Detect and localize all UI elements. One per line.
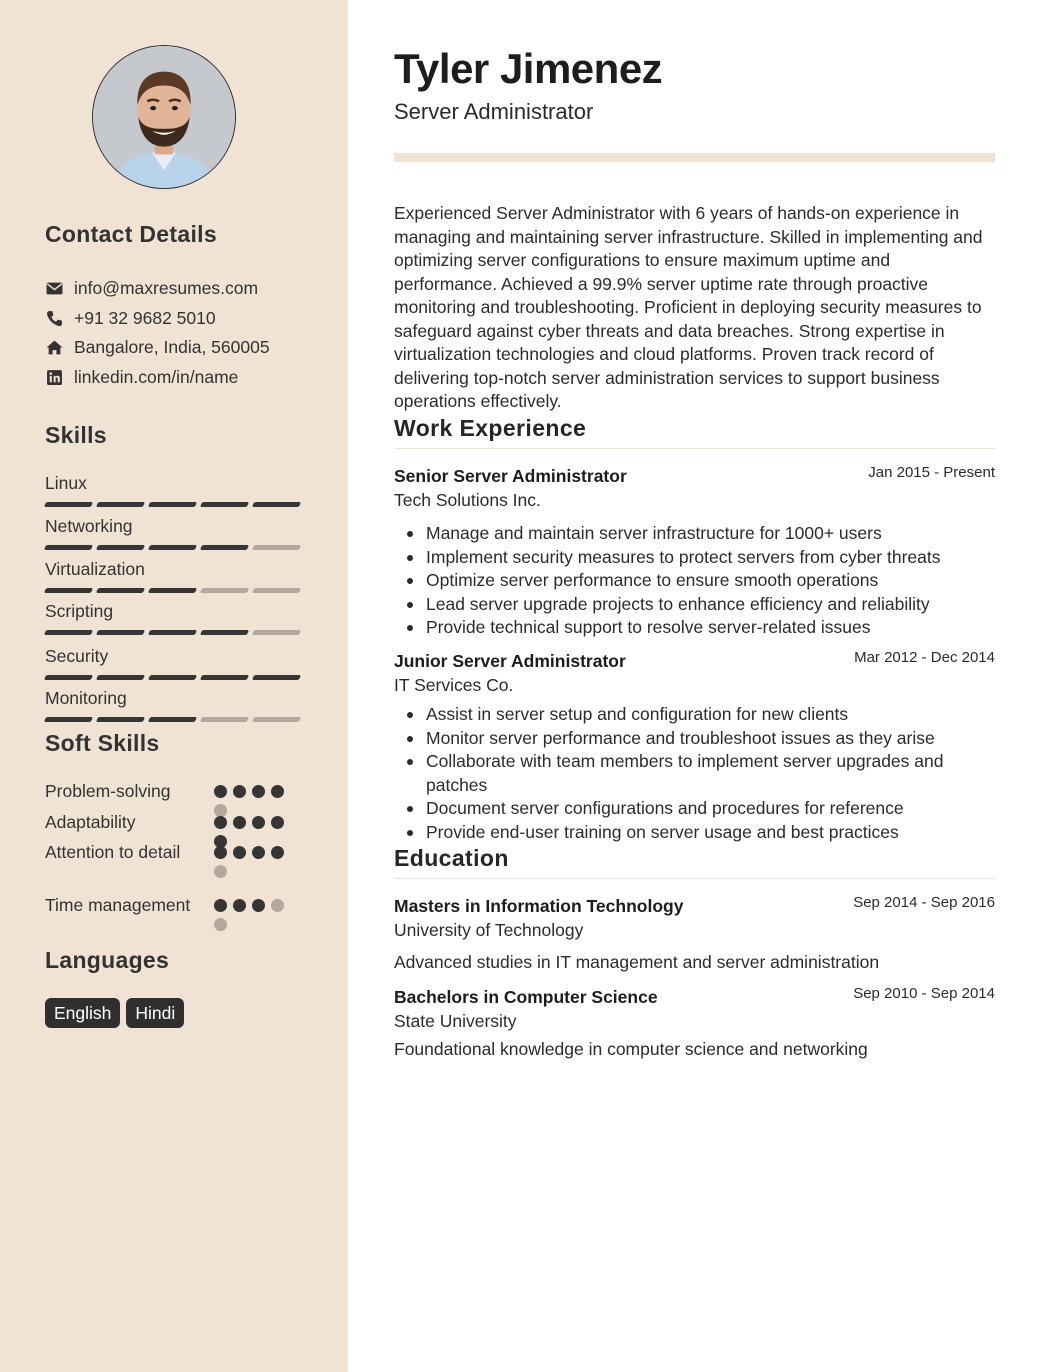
skill-item (45, 687, 303, 722)
skill-level-bar (45, 675, 303, 680)
languages-heading: Languages (45, 947, 170, 973)
soft-skill-dot (214, 918, 227, 931)
skill-level-segment (252, 545, 301, 550)
soft-skill-dot (214, 785, 227, 798)
soft-skill-dot (233, 899, 246, 912)
contact-linkedin-text: linkedin.com/in/name (74, 366, 239, 387)
language-badge: English (45, 998, 120, 1028)
skill-name: Linux (45, 473, 87, 493)
skill-level-segment (44, 675, 93, 680)
contact-phone[interactable] (45, 306, 216, 330)
bullet-item: Optimize server performance to ensure smooth operations (394, 569, 995, 593)
skill-level-bar (45, 545, 303, 550)
work-role: Senior Server Administrator (394, 466, 627, 486)
soft-skill-dot (252, 785, 265, 798)
skill-item (45, 472, 303, 507)
soft-skill-dot (271, 846, 284, 859)
home-icon (45, 338, 63, 356)
skill-level-segment (44, 717, 93, 722)
profile-summary: Experienced Server Administrator with 6 years of hands-on experience in managing and maintaining server infrastructure. Skilled in implementing and optimizing server configurations to ensure maximum uptime and performance. Achieved a 99.9% server uptime rate through proactive monitoring and troubleshooting. Proficient in deploying security measures to safeguard against cyber threats and data breaches. Strong expertise in virtualization technologies and cloud platforms. Proven track record of delivering top-notch server administration services to support business operations effectively. (394, 203, 983, 411)
education-description: Advanced studies in IT management and server administration (394, 952, 880, 972)
soft-skill-dot (233, 816, 246, 829)
soft-skill-name: Time management (45, 895, 191, 915)
skill-level-segment (252, 630, 301, 635)
skill-level-segment (96, 717, 145, 722)
education-dates: Sep 2014 - Sep 2016 (853, 894, 995, 911)
skill-level-segment (148, 717, 197, 722)
main-content (348, 0, 1040, 1372)
skill-level-segment (148, 630, 197, 635)
skill-name: Networking (45, 516, 133, 536)
education-school: University of Technology (394, 920, 584, 940)
soft-skill-dot (271, 816, 284, 829)
contact-email[interactable] (45, 276, 258, 300)
soft-skill-dot (271, 899, 284, 912)
linkedin-icon (45, 368, 63, 386)
skill-name: Virtualization (45, 559, 145, 579)
soft-skill-dots (214, 816, 294, 848)
profile-photo (93, 46, 235, 188)
soft-skill-dot (214, 865, 227, 878)
sidebar (0, 0, 348, 1372)
skill-level-segment (252, 502, 301, 507)
skill-level-segment (252, 717, 301, 722)
skill-level-segment (252, 675, 301, 680)
contact-linkedin[interactable] (45, 365, 238, 389)
skill-level-segment (96, 588, 145, 593)
contact-address (45, 335, 270, 359)
contact-phone-text: +91 32 9682 5010 (74, 307, 216, 328)
education-degree: Masters in Information Technology (394, 896, 684, 916)
work-bullets (394, 703, 995, 844)
bullet-item: Lead server upgrade projects to enhance efficiency and reliability (394, 593, 995, 617)
skill-level-segment (44, 630, 93, 635)
soft-skill-name: Adaptability (45, 812, 136, 832)
soft-skill-dot (252, 846, 265, 859)
languages-list (45, 998, 184, 1028)
soft-skill-dots (214, 785, 294, 817)
bullet-item: Collaborate with team members to implement server upgrades and patches (394, 750, 995, 797)
skill-level-segment (148, 588, 197, 593)
soft-skill-dot (271, 785, 284, 798)
skill-level-segment (200, 502, 249, 507)
bullet-item: Manage and maintain server infrastructure for 1000+ users (394, 522, 995, 546)
soft-skills-heading: Soft Skills (45, 730, 160, 756)
language-badge: Hindi (126, 998, 184, 1028)
work-dates: Mar 2012 - Dec 2014 (854, 649, 995, 666)
skill-item (45, 515, 303, 550)
skill-level-segment (200, 545, 249, 550)
soft-skill-dot (252, 816, 265, 829)
bullet-item: Document server configurations and procedures for reference (394, 797, 995, 821)
skill-level-segment (96, 545, 145, 550)
skill-level-segment (96, 502, 145, 507)
skill-level-segment (148, 545, 197, 550)
work-role: Junior Server Administrator (394, 651, 626, 671)
work-company: IT Services Co. (394, 675, 514, 695)
skill-level-bar (45, 630, 303, 635)
skill-level-segment (252, 588, 301, 593)
soft-skill-dot (233, 785, 246, 798)
skill-level-segment (200, 630, 249, 635)
soft-skill-dot (214, 899, 227, 912)
contact-email-text: info@maxresumes.com (74, 277, 259, 298)
skill-level-bar (45, 717, 303, 722)
skill-level-segment (148, 675, 197, 680)
skill-level-segment (148, 502, 197, 507)
job-title: Server Administrator (394, 99, 594, 124)
avatar (92, 45, 236, 189)
skill-item (45, 645, 303, 680)
skill-level-segment (200, 717, 249, 722)
candidate-name: Tyler Jimenez (394, 45, 663, 92)
soft-skill-name: Problem-solving (45, 781, 171, 801)
work-bullets (394, 522, 995, 640)
skills-heading: Skills (45, 422, 107, 448)
skill-name: Monitoring (45, 688, 127, 708)
soft-skill-dots (214, 846, 294, 878)
skill-level-segment (200, 675, 249, 680)
bullet-item: Provide end-user training on server usage and best practices (394, 821, 995, 845)
skill-item (45, 558, 303, 593)
bullet-item: Implement security measures to protect servers from cyber threats (394, 546, 995, 570)
bullet-item: Assist in server setup and configuration for new clients (394, 703, 995, 727)
education-degree: Bachelors in Computer Science (394, 987, 658, 1007)
work-experience-heading: Work Experience (394, 415, 995, 449)
skill-level-segment (44, 502, 93, 507)
soft-skill-dot (252, 899, 265, 912)
skill-item (45, 600, 303, 635)
soft-skill-name: Attention to detail (45, 842, 181, 862)
skill-level-bar (45, 588, 303, 593)
soft-skill-dots (214, 899, 294, 931)
bullet-item: Provide technical support to resolve server-related issues (394, 616, 995, 640)
education-heading: Education (394, 845, 995, 879)
skill-level-bar (45, 502, 303, 507)
contact-heading: Contact Details (45, 221, 217, 247)
skill-level-segment (44, 545, 93, 550)
skill-name: Scripting (45, 601, 114, 621)
soft-skill-dot (233, 846, 246, 859)
skill-name: Security (45, 646, 109, 666)
skill-level-segment (200, 588, 249, 593)
phone-icon (45, 309, 63, 327)
work-dates: Jan 2015 - Present (868, 464, 995, 481)
education-dates: Sep 2010 - Sep 2014 (853, 985, 995, 1002)
skill-level-segment (96, 630, 145, 635)
contact-address-text: Bangalore, India, 560005 (74, 336, 270, 357)
skill-level-segment (44, 588, 93, 593)
header-divider (394, 153, 995, 162)
envelope-icon (45, 279, 63, 297)
soft-skill-dot (214, 816, 227, 829)
skill-level-segment (96, 675, 145, 680)
work-company: Tech Solutions Inc. (394, 490, 541, 510)
education-description: Foundational knowledge in computer science and networking (394, 1039, 868, 1059)
bullet-item: Monitor server performance and troubleshoot issues as they arise (394, 727, 995, 751)
education-school: State University (394, 1011, 517, 1031)
soft-skill-dot (214, 846, 227, 859)
